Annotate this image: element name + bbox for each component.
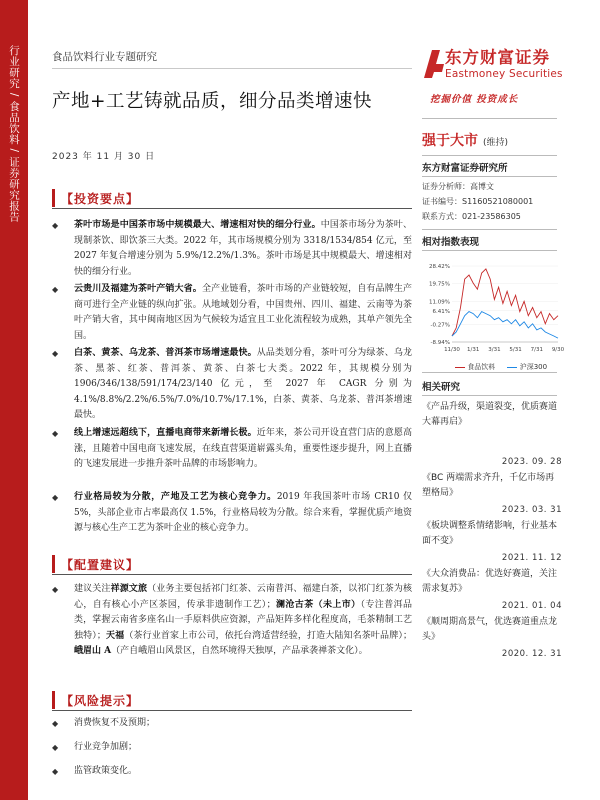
related-report-date: 2021. 01. 04 <box>501 601 562 611</box>
relative-index-chart <box>422 262 565 360</box>
related-report-date: 2021. 11. 12 <box>501 553 562 563</box>
rating: 强于大市 (维持) <box>422 133 509 149</box>
investment-point-4: ◆ 线上增速远超线下，直播电商带来新增长极。近年来，茶公司开设直营门店的意愿高涨，且随着中国电商飞速发展，在线直营渠道崭露头角，重要性逐步提升，网上直播的飞速发展进一步推升茶叶品牌的市场影响力。 <box>52 428 412 469</box>
y-tick-label: -0.27% <box>430 322 450 329</box>
diamond-bullet-icon: ◆ <box>52 767 59 776</box>
related-report-date: 2020. 12. 31 <box>501 649 562 659</box>
diamond-bullet-icon: ◆ <box>52 285 59 294</box>
brand-slogan: 挖掘价值 投资成长 <box>430 94 519 105</box>
section-investment-label: 【投资要点】 <box>61 192 140 206</box>
risk-item: ◆ 消费恢复不及预期； <box>52 716 412 732</box>
related-report-date: 2023. 03. 31 <box>501 505 562 515</box>
header-divider <box>52 68 412 69</box>
x-tick-label: 11/30 <box>444 347 460 353</box>
section-risk-head <box>52 690 412 711</box>
advice-paragraph: ◆ 建议关注祥源文旅（业务主要包括祁门红茶、云南普洱、福建白茶，以祁门红茶为核心，自有核心小产区茶园，传承非遗制作工艺）；澜沧古茶（未上市）（专注普洱品类，掌握云南省多座名山一手原料供应资源，产品矩阵多样化程度高，毛茶精制工艺独特）；天福（茶行业首家上市公司，依托台湾适营经验，打造大陆知名茶叶品牌）；峨眉山 A（产自峨眉山风景区，自然环境得天独厚，产品承袭禅茶文化）。 <box>52 584 412 656</box>
sidebar-category-text: 行业研究 / 食品饮料 / 证券研究报告 <box>8 45 20 223</box>
chart-title: 相对指数表现 <box>422 237 480 248</box>
brand-name-en: Eastmoney Securities <box>445 68 563 80</box>
investment-point-5: ◆ 行业格局较为分散，产地及工艺为核心竞争力。2019 年我国茶叶市场 CR10 仅 5%，头部企业市占率最高仅 1.5%，行业格局较为分散。综合来看，掌握优质产地资源与核心生产工艺为茶叶企业的核心竞争力。 <box>52 492 412 533</box>
certificate-number: 证书编号：S1160521080001 <box>422 197 534 206</box>
related-report-link[interactable]: 《BC 两端需求齐升，千亿市场再塑格局》 <box>422 473 555 498</box>
diamond-bullet-icon: ◆ <box>52 743 59 752</box>
series-line-0 <box>452 269 558 336</box>
x-tick-label: 3/31 <box>488 347 501 353</box>
diamond-bullet-icon: ◆ <box>52 493 59 502</box>
related-report-link[interactable]: 《大众消费品：优选好赛道，关注需求复苏》 <box>422 569 558 594</box>
investment-point-2: ◆ 云贵川及福建为茶叶产销大省。全产业链看，茶叶市场的产业链较短，自有品牌生产商可进行全产业链的纵向扩张。从地域划分看，中国贵州、四川、福建、云南等为茶叶产销大省，其中闽南地区因为气候较为适宜且工业化流程较为成熟，其单产领先全国。 <box>52 284 412 341</box>
investment-point-1: ◆ 茶叶市场是中国茶市场中规模最大、增速相对快的细分行业。中国茶市场分为茶叶、现制茶饮、即饮茶三大类。2022 年，其市场规模分别为 3318/1534/854 亿元，至 2027 年复合增速分别为 5.9%/12.2%/1.3%。茶叶市场是其中规模最大、增速相对快的细分行业。 <box>52 220 412 277</box>
y-tick-label: 28.42% <box>429 264 450 270</box>
report-type: 食品饮料行业专题研究 <box>52 51 157 63</box>
diamond-bullet-icon: ◆ <box>52 719 59 728</box>
related-research-heading: 相关研究 <box>422 382 461 393</box>
legend-swatch-hs300 <box>507 367 517 368</box>
y-tick-label: 19.75% <box>429 281 450 288</box>
section-advice-head <box>52 554 412 575</box>
section-risk-label: 【风险提示】 <box>61 694 140 708</box>
x-tick-label: 5/31 <box>509 347 522 353</box>
y-tick-label: 6.41% <box>432 308 450 315</box>
related-report-date: 2023. 09. 28 <box>501 457 562 467</box>
risk-item: ◆ 行业竞争加剧； <box>52 740 412 756</box>
related-report-link[interactable]: 《产品升级，渠道裂变，优质赛道大幕再启》 <box>422 402 558 427</box>
legend-label-food: 食品饮料 <box>467 363 496 371</box>
diamond-bullet-icon: ◆ <box>52 585 59 594</box>
y-tick-label: 11.09% <box>429 299 450 306</box>
diamond-bullet-icon: ◆ <box>52 221 59 230</box>
risk-item: ◆ 监管政策变化。 <box>52 764 412 780</box>
legend-label-hs300: 沪深300 <box>519 363 548 371</box>
y-tick-label: -8.94% <box>430 340 450 346</box>
contact-phone: 联系方式：021-23586305 <box>422 212 521 221</box>
related-report-link[interactable]: 《板块调整系情绪影响，行业基本面不变》 <box>422 521 558 546</box>
x-tick-label: 7/31 <box>530 347 543 353</box>
x-tick-label: 1/31 <box>467 347 480 353</box>
legend-swatch-food <box>455 367 465 368</box>
analyst: 证券分析师：高博文 <box>422 182 494 191</box>
sidebar <box>0 0 28 800</box>
x-tick-label: 9/30 <box>551 347 565 353</box>
investment-point-3: ◆ 白茶、黄茶、乌龙茶、普洱茶市场增速最快。从品类划分看，茶叶可分为绿茶、乌龙茶、黑茶、红茶、普洱茶、黄茶、白茶七大类。2022 年，其规模分别为 1906/346/138/591/174/23/140 亿元，至 2027 年 CAGR 分别为 4.1%/8.8%/2.2%/6.5%/7.0%/10.7%/17.1%，白茶、黄茶、乌龙茶、普洱茶增速最快。 <box>52 348 412 420</box>
section-advice-label: 【配置建议】 <box>61 558 140 572</box>
section-investment-head <box>52 188 412 209</box>
brand-name-cn: 东方财富证券 <box>445 48 550 67</box>
diamond-bullet-icon: ◆ <box>52 429 59 438</box>
institute-name: 东方财富证券研究所 <box>422 163 508 174</box>
diamond-bullet-icon: ◆ <box>52 349 59 358</box>
report-date: 2023 年 11 月 30 日 <box>52 152 156 162</box>
chart-legend <box>455 362 547 372</box>
related-report-link[interactable]: 《顺周期高景气，优选赛道重点龙头》 <box>422 617 558 642</box>
page-title: 产地+工艺铸就品质，细分品类增速快 <box>52 91 373 112</box>
